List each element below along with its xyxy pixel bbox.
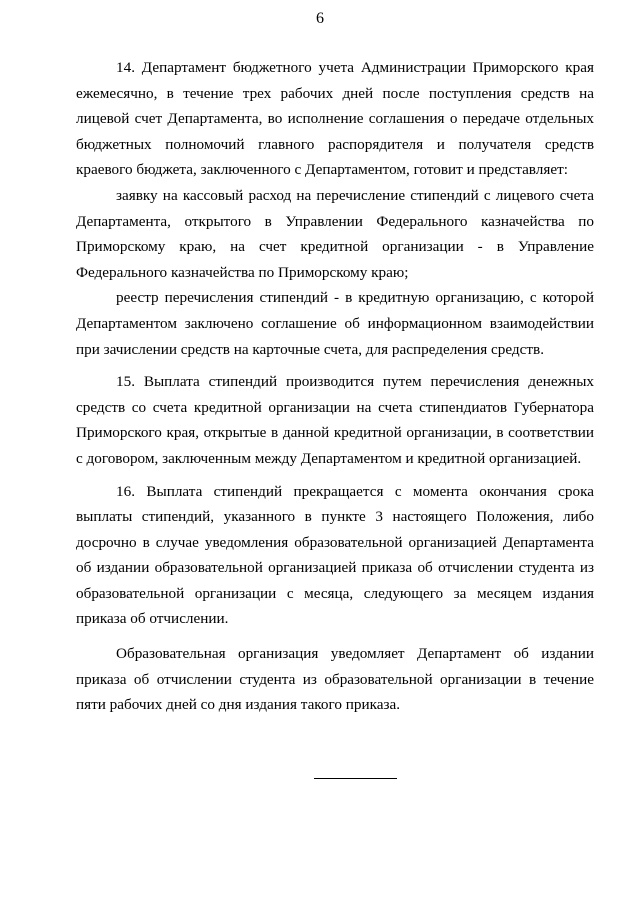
- paragraph-notification: Образовательная организация уведомляет Департамент об издании приказа об отчислении студента из образовательной организации в течение пяти рабочих дней со дня издания такого приказа.: [76, 645, 594, 714]
- paragraph-16: 16. Выплата стипендий прекращается с момента окончания срока выплаты стипендий, указанного в пункте 3 настоящего Положения, либо досрочно в случае уведомления образовательной организацией Департамента об издании образовательной организацией приказа об отчислении студента из образовательной организации с месяца, следующего за месяцем издания приказа об отчислении.: [76, 482, 594, 628]
- document-body: [76, 55, 594, 718]
- paragraph-cash-request: заявку на кассовый расход на перечисление стипендий с лицевого счета Департамента, открытого в Управлении Федерального казначейства по Приморскому краю, на счет кредитной организации - в Управление Федерального казначейства по Приморскому краю;: [76, 186, 594, 281]
- closing-separator-line: [314, 778, 397, 779]
- paragraph-15: 15. Выплата стипендий производится путем перечисления денежных средств со счета кредитной организации на счета стипендиатов Губернатора Приморского края, открытые в данной кредитной организации, в соответствии с договором, заключенным между Департаментом и кредитной организацией.: [76, 373, 594, 467]
- paragraph-14: 14. Департамент бюджетного учета Администрации Приморского края ежемесячно, в течение трех рабочих дней после поступления средств на лицевой счет Департамента, во исполнение соглашения о передаче отдельных бюджетных полномочий главного распорядителя и получателя средств краевого бюджета, заключенного с Департаментом, готовит и представляет:: [76, 59, 594, 179]
- page-number: 6: [316, 10, 324, 27]
- paragraph-transfer-register: реестр перечисления стипендий - в кредитную организацию, с которой Департаментом заключено соглашение об информационном взаимодействии при зачислении средств на карточные счета, для распределения средств.: [76, 289, 594, 358]
